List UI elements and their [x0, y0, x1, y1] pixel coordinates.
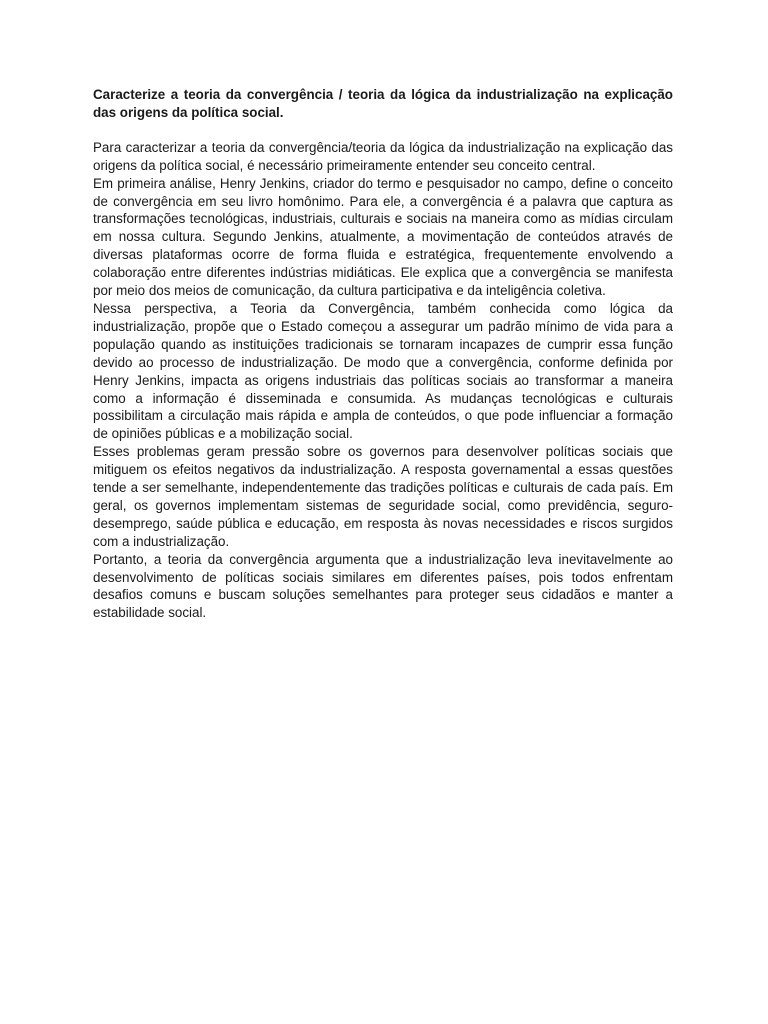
paragraph-perspective: Nessa perspectiva, a Teoria da Convergência, também conhecida como lógica da industrialização, propõe que o Estado começou a assegurar um padrão mínimo de vida para a população quando as instituições tradicionais se tornaram incapazes de cumprir essa função devido ao processo de industrialização. De modo que a convergência, conforme definida por Henry Jenkins, impacta as origens industriais das políticas sociais ao transformar a maneira como a informação é disseminada e consumida. As mudanças tecnológicas e culturais possibilitam a circulação mais rápida e ampla de conteúdos, o que pode influenciar a formação de opiniões públicas e a mobilização social.: [93, 300, 673, 442]
paragraph-government-pressure: Esses problemas geram pressão sobre os governos para desenvolver políticas sociais que mitiguem os efeitos negativos da industrialização. A resposta governamental a essas questões tende a ser semelhante, independentemente das tradições políticas e culturais de cada país. Em geral, os governos implementam sistemas de seguridade social, como previdência, seguro-desemprego, saúde pública e educação, em resposta às novas necessidades e riscos surgidos com a industrialização.: [93, 444, 673, 549]
paragraph-jenkins-definition: Em primeira análise, Henry Jenkins, criador do termo e pesquisador no campo, define o conceito de convergência em seu livro homônimo. Para ele, a convergência é a palavra que captura as transformações tecnológicas, industriais, culturais e sociais na maneira como as mídias circulam em nossa cultura. Segundo Jenkins, atualmente, a movimentação de conteúdos através de diversas plataformas ocorre de forma fluida e estratégica, frequentemente envolvendo a colaboração entre diferentes indústrias midiáticas. Ele explica que a convergência se manifesta por meio dos meios de comunicação, da cultura participativa e da inteligência coletiva.: [93, 175, 673, 299]
document-body: [93, 86, 673, 622]
document-heading: Caracterize a teoria da convergência / teoria da lógica da industrialização na explicação das origens da política social.: [93, 87, 673, 120]
paragraph-intro: Para caracterizar a teoria da convergência/teoria da lógica da industrialização na explicação das origens da política social, é necessário primeiramente entender seu conceito central.: [93, 139, 673, 173]
paragraph-conclusion: Portanto, a teoria da convergência argumenta que a industrialização leva inevitavelmente ao desenvolvimento de políticas sociais similares em diferentes países, pois todos enfrentam desafios comuns e buscam soluções semelhantes para proteger seus cidadãos e manter a estabilidade social.: [93, 551, 673, 621]
